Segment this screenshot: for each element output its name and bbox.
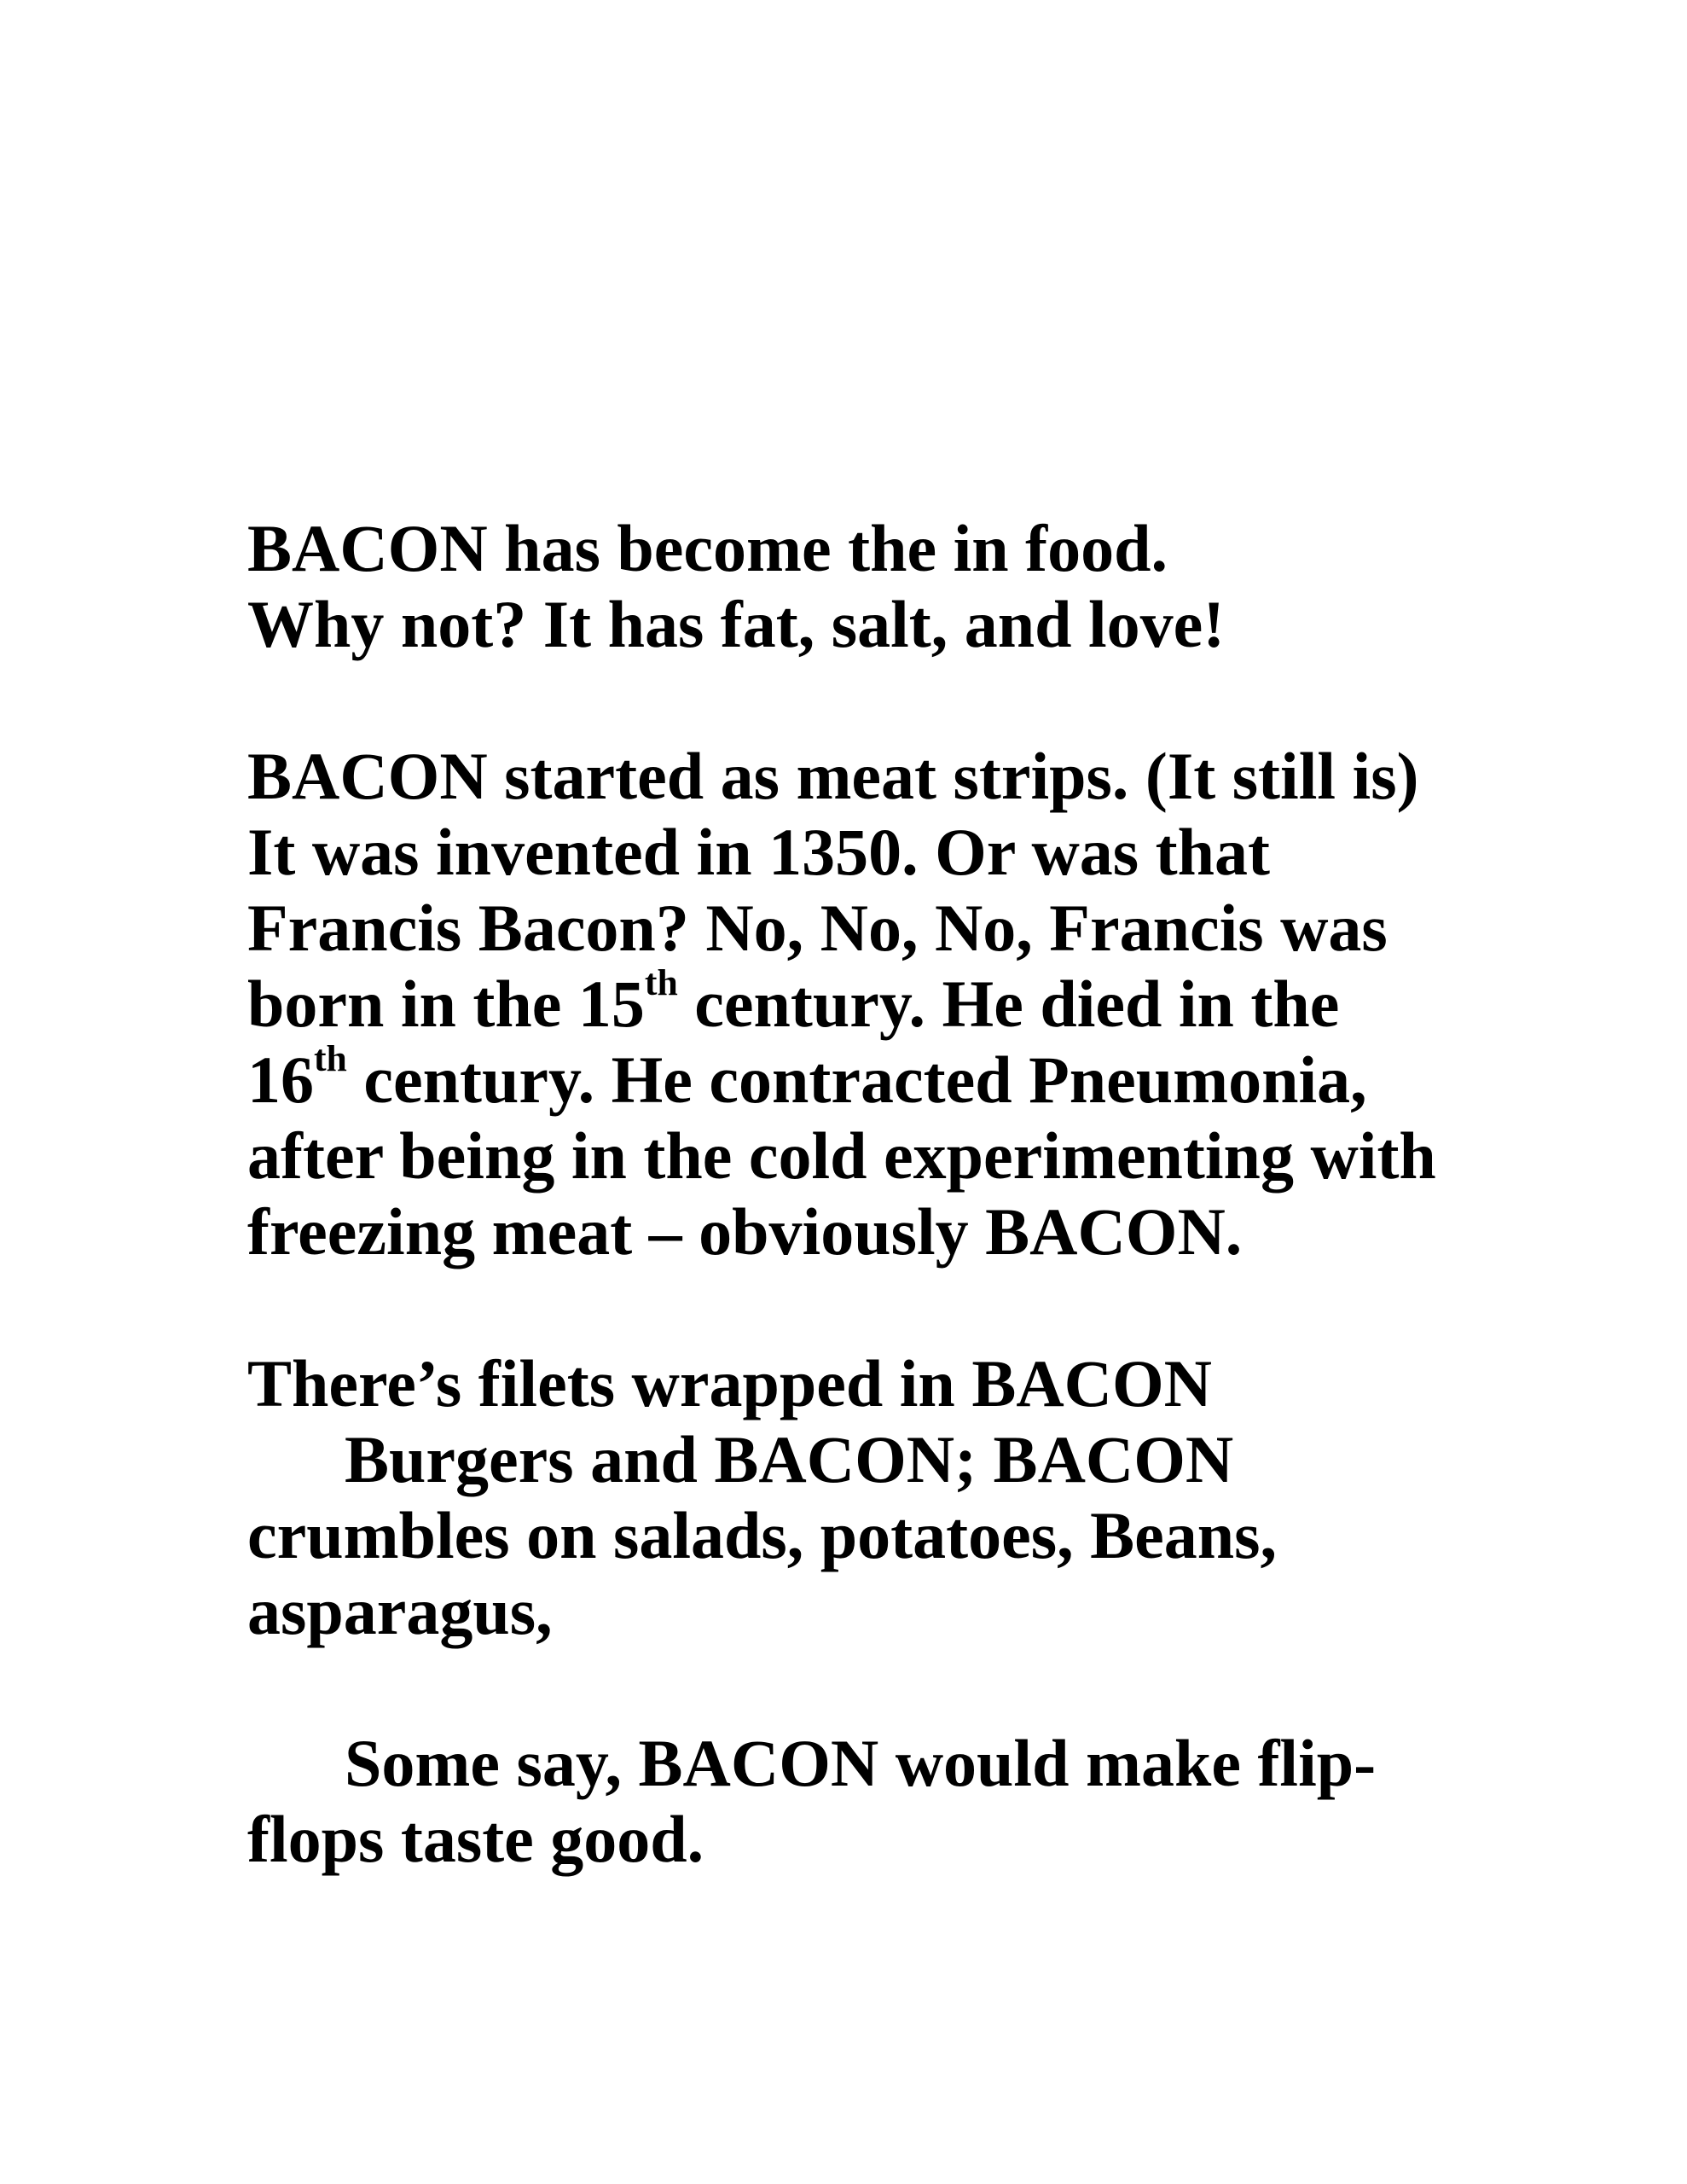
text-line-6 xyxy=(247,961,1340,1041)
text-line-11: Burgers and BACON; BACON xyxy=(345,1422,1234,1496)
text-line-7-pre: 16 xyxy=(247,1043,314,1117)
text-line-8: after being in the cold experimenting with xyxy=(247,1118,1436,1193)
text-line-6-pre: born in the 15 xyxy=(247,967,645,1041)
text-line-4: It was invented in 1350. Or was that xyxy=(247,815,1270,889)
text-line-1: BACON has become the in food. xyxy=(247,511,1168,585)
text-line-13: asparagus, xyxy=(247,1574,553,1648)
text-line-3: BACON started as meat strips. (It still is) xyxy=(247,739,1419,813)
ordinal-suffix: th xyxy=(314,1037,347,1079)
text-line-7-post: century. He contracted Pneumonia, xyxy=(346,1043,1367,1117)
ordinal-suffix: th xyxy=(644,961,678,1003)
text-line-9: freezing meat – obviously BACON. xyxy=(247,1194,1243,1269)
text-line-15: flops taste good. xyxy=(247,1802,704,1876)
text-line-10: There’s filets wrapped in BACON xyxy=(247,1346,1212,1420)
text-line-12: crumbles on salads, potatoes, Beans, xyxy=(247,1498,1277,1572)
text-line-7 xyxy=(247,1037,1367,1117)
text-line-14: Some say, BACON would make flip- xyxy=(345,1726,1377,1800)
text-line-5: Francis Bacon? No, No, No, Francis was xyxy=(247,891,1388,965)
text-line-6-post: century. He died in the xyxy=(677,967,1340,1041)
text-line-2: Why not? It has fat, salt, and love! xyxy=(247,587,1226,661)
